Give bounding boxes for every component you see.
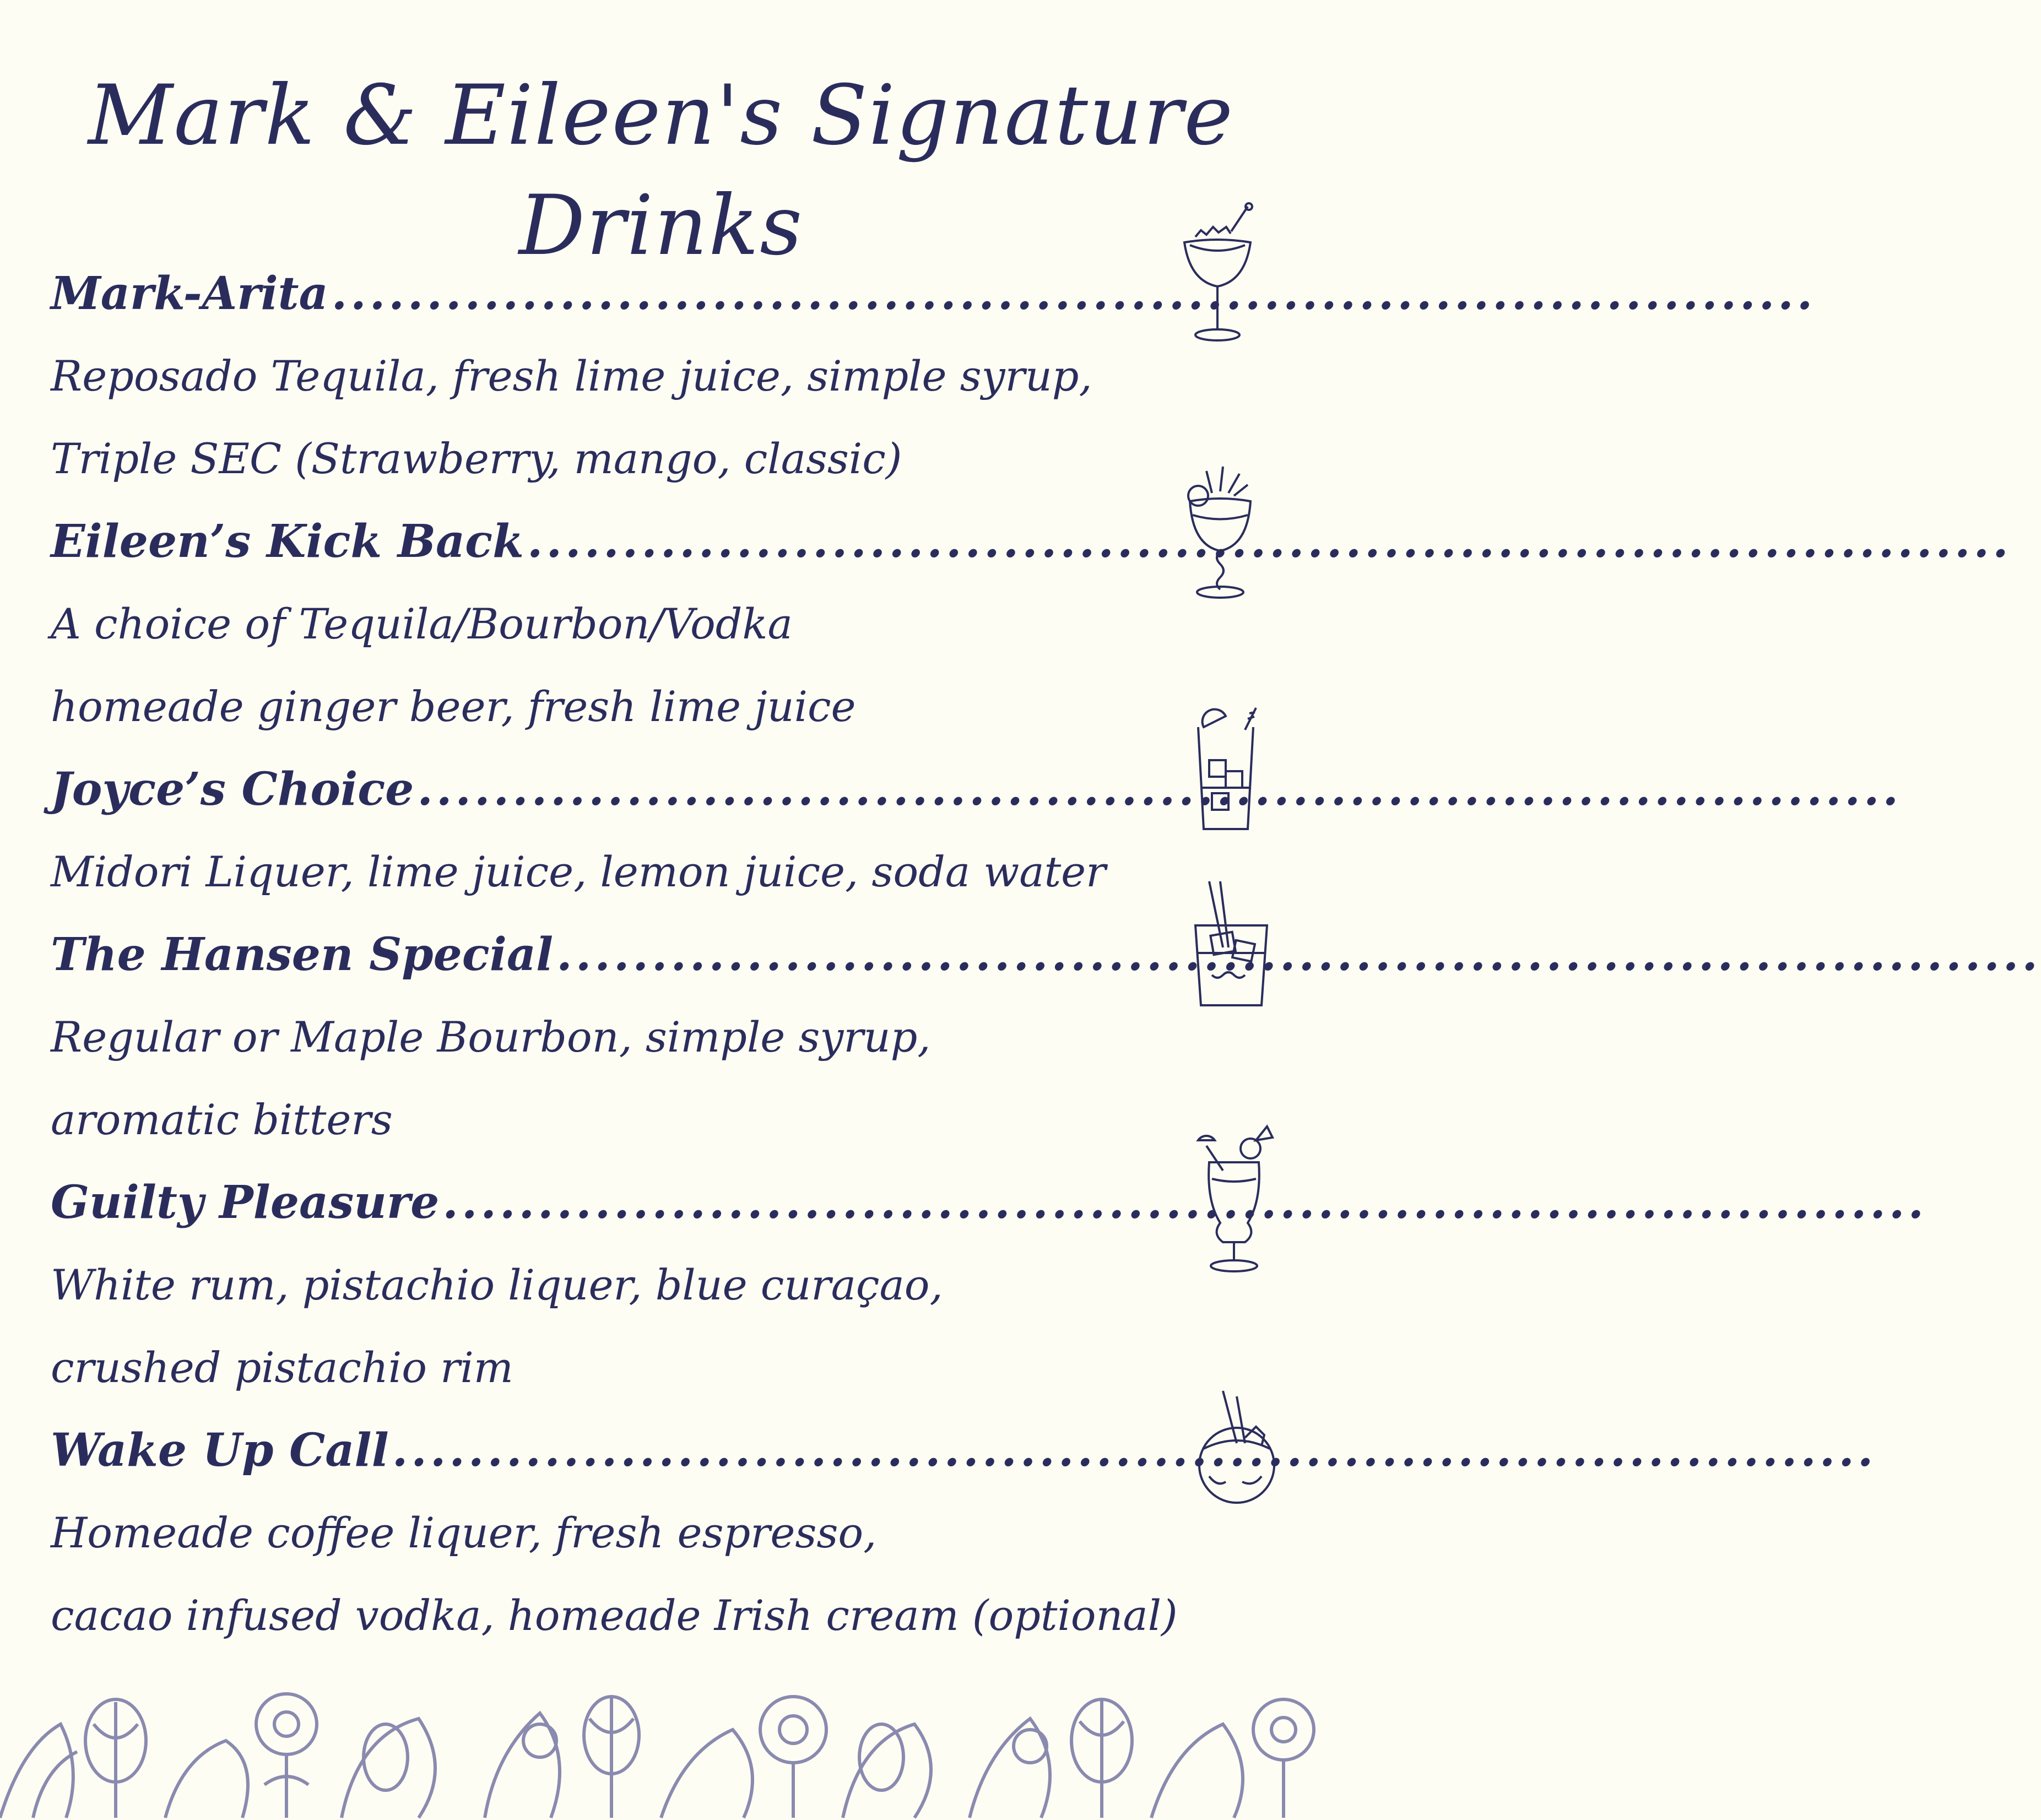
drinks-menu xyxy=(51,252,2041,1657)
drink-entry xyxy=(51,252,1816,500)
dot-leader: .............................................................................. xyxy=(556,928,2041,981)
drink-entry xyxy=(51,748,1902,913)
drink-heading xyxy=(51,748,1902,831)
dot-leader: .............................................................................. xyxy=(442,1176,1928,1229)
dot-leader: .............................................................................. xyxy=(527,515,2012,568)
drink-entry xyxy=(51,1161,1928,1409)
drink-heading xyxy=(51,500,2012,583)
rocks-glass-icon xyxy=(1190,881,1273,1014)
drink-entry xyxy=(51,1409,1877,1657)
floral-border-illustration xyxy=(0,1658,1322,1818)
drink-heading xyxy=(51,913,2041,996)
margarita-glass-icon xyxy=(1179,204,1256,347)
hurricane-glass-icon xyxy=(1190,1124,1278,1278)
drink-heading xyxy=(51,252,1816,335)
drink-ingredients-line: crushed pistachio rim xyxy=(51,1343,513,1392)
dot-leader: .............................................................................. xyxy=(392,1424,1877,1477)
drink-ingredients-line: A choice of Tequila/Bourbon/Vodka xyxy=(51,599,793,648)
highball-glass-icon xyxy=(1190,705,1262,837)
drink-entry xyxy=(51,913,2041,1161)
menu-title: Mark & Eileen's Signature Drinks xyxy=(88,68,1235,274)
goblet-cocktail-icon xyxy=(1179,463,1262,600)
drink-name: Wake Up Call xyxy=(51,1424,389,1477)
drink-ingredients-line: Triple SEC (Strawberry, mango, classic) xyxy=(51,434,902,483)
coconut-drink-icon xyxy=(1193,1388,1281,1509)
drink-ingredients-line: White rum, pistachio liquer, blue curaçao, xyxy=(51,1260,943,1309)
drink-ingredients-line: Regular or Maple Bourbon, simple syrup, xyxy=(51,1012,931,1061)
drink-name: The Hansen Special xyxy=(51,928,554,981)
drink-ingredients-line: cacao infused vodka, homeade Irish cream (optional) xyxy=(51,1591,1178,1640)
drink-ingredients-line: Homeade coffee liquer, fresh espresso, xyxy=(51,1508,877,1557)
drink-ingredients-line: Reposado Tequila, fresh lime juice, simple syrup, xyxy=(51,351,1092,400)
drink-ingredients-line: homeade ginger beer, fresh lime juice xyxy=(51,682,856,731)
drink-name: Mark-Arita xyxy=(51,267,328,320)
drink-heading xyxy=(51,1161,1928,1244)
drink-name: Eileen’s Kick Back xyxy=(51,515,524,568)
dot-leader: .............................................................................. xyxy=(417,763,1902,816)
drink-name: Guilty Pleasure xyxy=(51,1176,440,1229)
drink-ingredients-line: Midori Liquer, lime juice, lemon juice, soda water xyxy=(51,847,1106,896)
drink-ingredients-line: aromatic bitters xyxy=(51,1095,393,1144)
floral-border xyxy=(0,1658,1322,1818)
drink-entry xyxy=(51,500,2012,748)
dot-leader: .............................................................................. xyxy=(331,267,1816,320)
drink-name: Joyce’s Choice xyxy=(51,763,414,816)
drink-heading xyxy=(51,1409,1877,1492)
